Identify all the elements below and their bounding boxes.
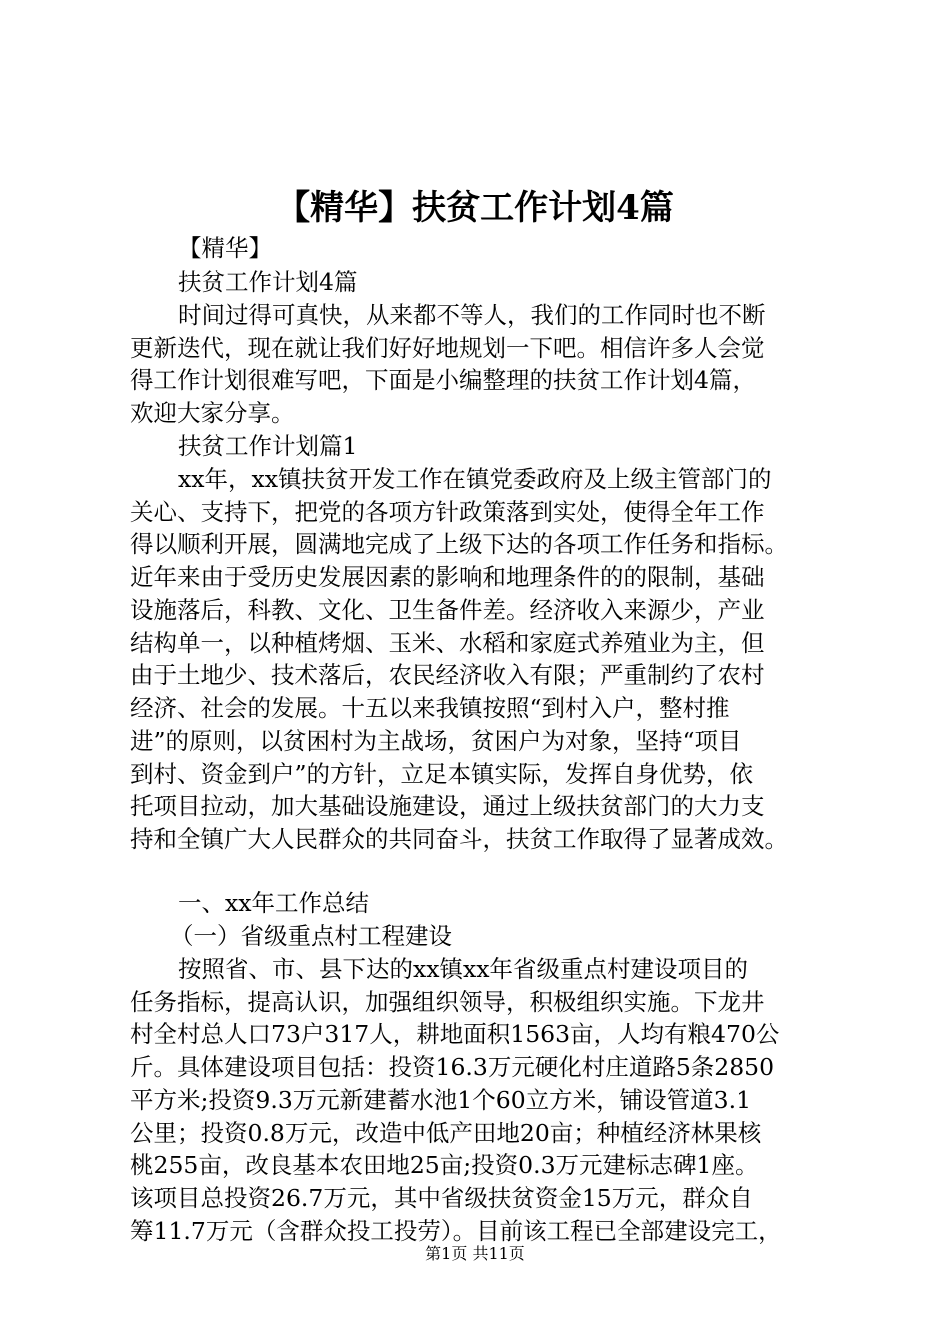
- body-line: 由于土地少、技术落后，农民经济收入有限；严重制约了农村: [130, 661, 765, 689]
- body-line: 到村、资金到户”的方针，立足本镇实际，发挥自身优势，依: [130, 760, 754, 788]
- body-line: 平方米;投资9.3万元新建蓄水池1个60立方米，铺设管道3.1: [130, 1086, 752, 1114]
- body-line: 得以顺利开展，圆满地完成了上级下达的各项工作任务和指标。: [130, 530, 788, 558]
- body-line: 设施落后，科教、文化、卫生备件差。经济收入来源少，产业: [130, 596, 765, 624]
- body-line: 斤。具体建设项目包括：投资16.3万元硬化村庄道路5条2850: [130, 1053, 775, 1081]
- subtitle-tag: 【精华】: [178, 234, 272, 262]
- intro-line: 得工作计划很难写吧，下面是小编整理的扶贫工作计划4篇，: [130, 366, 756, 394]
- document-title: 【精华】扶贫工作计划4篇: [276, 188, 674, 228]
- body-line: 经济、社会的发展。十五以来我镇按照“到村入户，整村推: [130, 694, 730, 722]
- subtitle-heading: 扶贫工作计划4篇: [178, 268, 358, 296]
- body-line: xx年，xx镇扶贫开发工作在镇党委政府及上级主管部门的: [178, 465, 772, 493]
- body-line: 按照省、市、县下达的xx镇xx年省级重点村建设项目的: [178, 955, 749, 983]
- body-line: 筹11.7万元（含群众投工投劳）。目前该工程已全部建设完工，: [130, 1217, 782, 1245]
- body-line: 任务指标，提高认识，加强组织领导，积极组织实施。下龙井: [130, 988, 765, 1016]
- body-line: 关心、支持下，把党的各项方针政策落到实处，使得全年工作: [130, 498, 765, 526]
- body-line: 持和全镇广大人民群众的共同奋斗，扶贫工作取得了显著成效。: [130, 825, 788, 853]
- body-line: 公里；投资0.8万元，改造中低产田地20亩；种植经济林果核: [130, 1119, 762, 1147]
- intro-line: 更新迭代，现在就让我们好好地规划一下吧。相信许多人会觉: [130, 334, 765, 362]
- body-line: 该项目总投资26.7万元，其中省级扶贫资金15万元，群众自: [130, 1184, 753, 1212]
- subsection-heading: （一）省级重点村工程建设: [170, 922, 452, 950]
- section-heading: 一、xx年工作总结: [178, 889, 370, 917]
- body-line: 托项目拉动，加大基础设施建设，通过上级扶贫部门的大力支: [130, 792, 765, 820]
- body-line: 近年来由于受历史发展因素的影响和地理条件的的限制，基础: [130, 563, 765, 591]
- page-footer: 第1页 共11页: [425, 1244, 525, 1263]
- body-line: 桃255亩，改良基本农田地25亩;投资0.3万元建标志碑1座。: [130, 1151, 759, 1179]
- body-line: 村全村总人口73户317人，耕地面积1563亩，人均有粮470公: [130, 1020, 780, 1048]
- section-heading: 扶贫工作计划篇1: [178, 432, 358, 460]
- intro-line: 时间过得可真快，从来都不等人，我们的工作同时也不断: [178, 301, 766, 329]
- body-line: 结构单一，以种植烤烟、玉米、水稻和家庭式养殖业为主，但: [130, 629, 765, 657]
- body-line: 进”的原则，以贫困村为主战场，贫困户为对象，坚持“项目: [130, 727, 742, 755]
- intro-line: 欢迎大家分享。: [130, 399, 295, 427]
